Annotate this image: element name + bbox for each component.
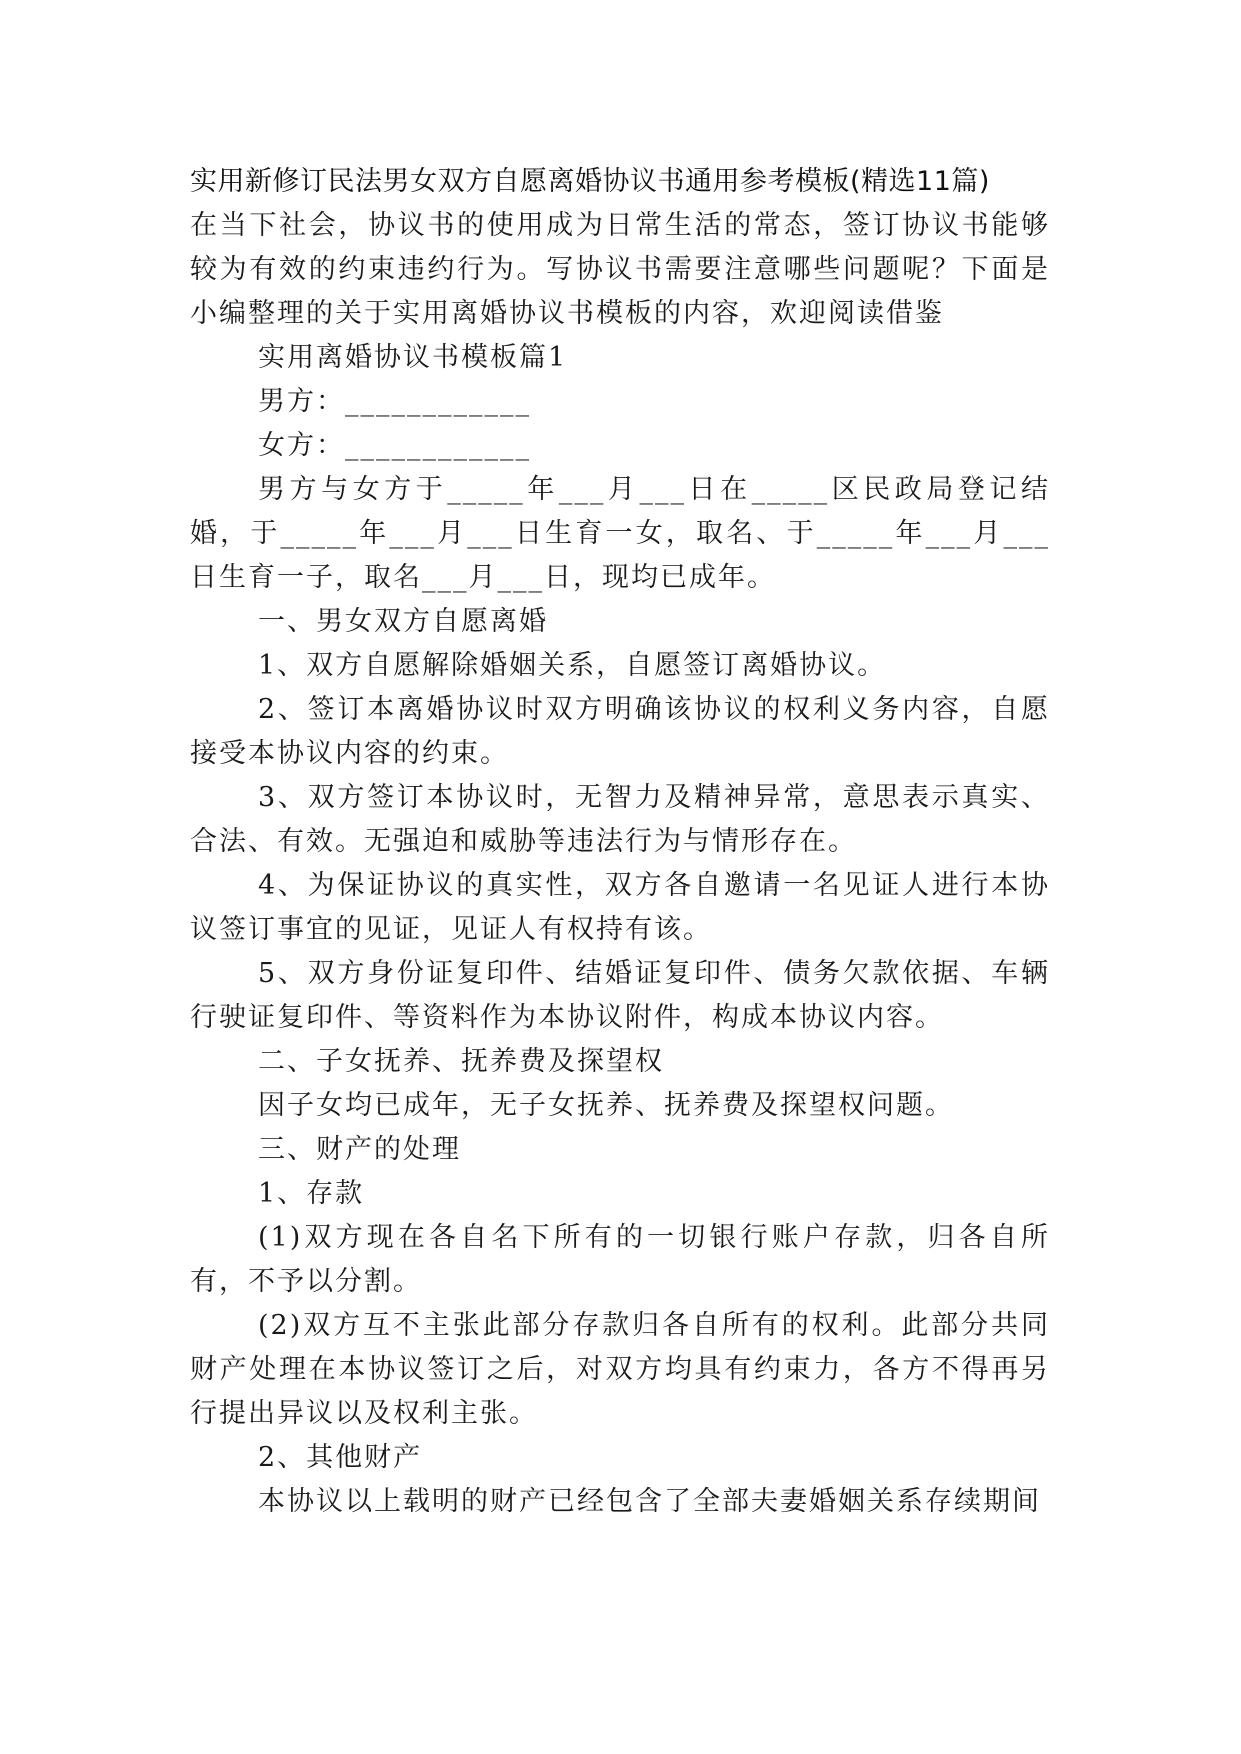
clause-3-1-2: (2)双方互不主张此部分存款归各自所有的权利。此部分共同财产处理在本协议签订之后，对双方均具有约束力，各方不得再另行提出异议以及权利主张。	[190, 1310, 1050, 1429]
heading-property: 三、财产的处理	[258, 1134, 461, 1165]
clause-3-1: 1、存款	[258, 1178, 365, 1209]
clause-3-1-1: (1)双方现在各自名下所有的一切银行账户存款，归各自所有，不予以分割。	[190, 1222, 1050, 1297]
heading-child-custody: 二、子女抚养、抚养费及探望权	[258, 1046, 664, 1077]
heading-voluntary-divorce: 一、男女双方自愿离婚	[258, 606, 548, 637]
section-title: 实用离婚协议书模板篇1	[258, 342, 568, 373]
clause-3-2: 2、其他财产	[258, 1442, 423, 1473]
clause-2-1: 因子女均已成年，无子女抚养、抚养费及探望权问题。	[258, 1090, 954, 1121]
male-party-line: 男方：____________	[258, 386, 531, 417]
clause-1-2: 2、签订本离婚协议时双方明确该协议的权利义务内容，自愿接受本协议内容的约束。	[190, 694, 1050, 769]
clause-1-3: 3、双方签订本协议时，无智力及精神异常，意思表示真实、合法、有效。无强迫和威胁等违法行为与情形存在。	[190, 782, 1050, 857]
clause-1-1: 1、双方自愿解除婚姻关系，自愿签订离婚协议。	[258, 650, 887, 681]
document-body	[190, 160, 1050, 1524]
document-title: 实用新修订民法男女双方自愿离婚协议书通用参考模板(精选11篇)	[190, 166, 990, 197]
clause-1-4: 4、为保证协议的真实性，双方各自邀请一名见证人进行本协议签订事宜的见证，见证人有权持有该。	[190, 870, 1050, 945]
marriage-info-paragraph: 男方与女方于_____年___月___日在_____区民政局登记结婚，于_____年___月___日生育一女，取名、于_____年___月___日生育一子，取名___月___日，现均已成年。	[190, 474, 1050, 593]
female-party-line: 女方：____________	[258, 430, 531, 461]
intro-paragraph: 在当下社会，协议书的使用成为日常生活的常态，签订协议书能够较为有效的约束违约行为。写协议书需要注意哪些问题呢？下面是小编整理的关于实用离婚协议书模板的内容，欢迎阅读借鉴	[190, 210, 1050, 329]
clause-3-2-1: 本协议以上载明的财产已经包含了全部夫妻婚姻关系存续期间	[258, 1486, 1041, 1517]
clause-1-5: 5、双方身份证复印件、结婚证复印件、债务欠款依据、车辆行驶证复印件、等资料作为本协议附件，构成本协议内容。	[190, 958, 1050, 1033]
